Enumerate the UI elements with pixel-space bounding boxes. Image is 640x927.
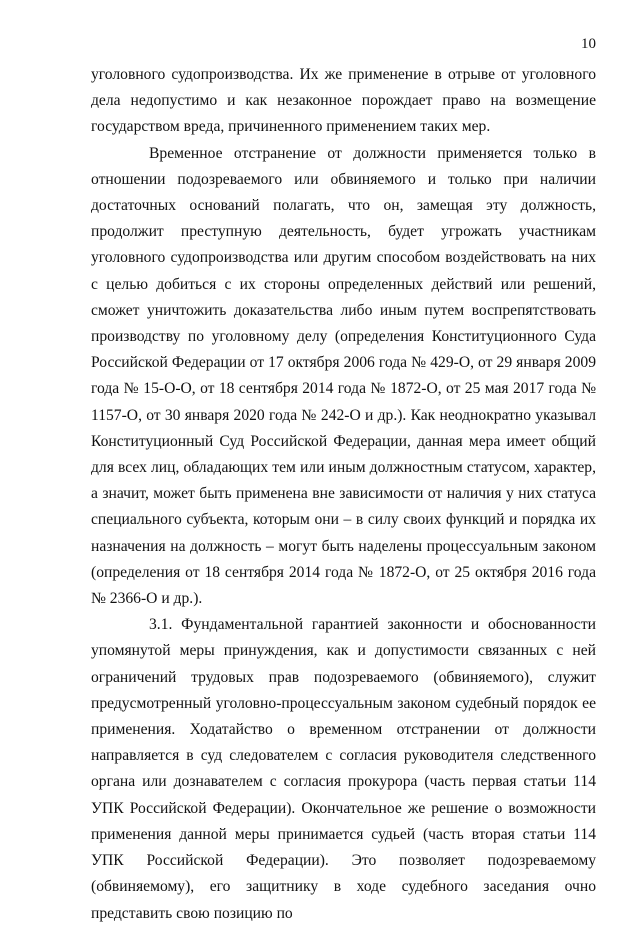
paragraph-continuation: уголовного судопроизводства. Их же применение в отрыве от уголовного дела недопустимо и как незаконное порождает право на возмещение государством вреда, причиненного применением таких мер. bbox=[91, 66, 596, 136]
document-body bbox=[91, 62, 596, 927]
paragraph-suspension-from-office: Временное отстранение от должности применяется только в отношении подозреваемого или обвиняемого и только при наличии достаточных оснований полагать, что он, замещая эту должность, продолжит преступную деятельность, будет угрожать участникам уголовного судопроизводства или другим способом воздействовать на них с целью добиться с их стороны определенных действий или решений, сможет уничтожить доказательства либо иным путем воспрепятствовать производству по уголовному делу (определения Конституционного Суда Российской Федерации от 17 октября 2006 года № 429-О, от 29 января 2009 года № 15-О-О, от 18 сентября 2014 года № 1872-О, от 25 мая 2017 года № 1157-О, от 30 января 2020 года № 242-О и др.). Как неоднократно указывал Конституционный Суд Российской Федерации, данная мера имеет общий для всех лиц, обладающих тем или иным должностным статусом, характер, а значит, может быть применена вне зависимости от наличия у них статуса специального субъекта, которым они – в силу своих функций и порядка их назначения на должность – могут быть наделены процессуальным законом (определения от 18 сентября 2014 года № 1872-О, от 25 октября 2016 года № 2366-О и др.). bbox=[91, 144, 596, 608]
page-number: 10 bbox=[581, 36, 596, 52]
paragraph-3-1: 3.1. Фундаментальной гарантией законности и обоснованности упомянутой меры принуждения, как и допустимости связанных с ней ограничений трудовых прав подозреваемого (обвиняемого), служит предусмотренный уголовно-процессуальным законом судебный порядок ее применения. Ходатайство о временном отстранении от должности направляется в суд следователем с согласия руководителя следственного органа или дознавателем с согласия прокурора (часть первая статьи 114 УПК Российской Федерации). Окончательное же решение о возможности применения данной меры принимается судьей (часть вторая статьи 114 УПК Российской Федерации). Это позволяет подозреваемому (обвиняемому), его защитнику в ходе судебного заседания очно представить свою позицию по bbox=[91, 616, 596, 922]
